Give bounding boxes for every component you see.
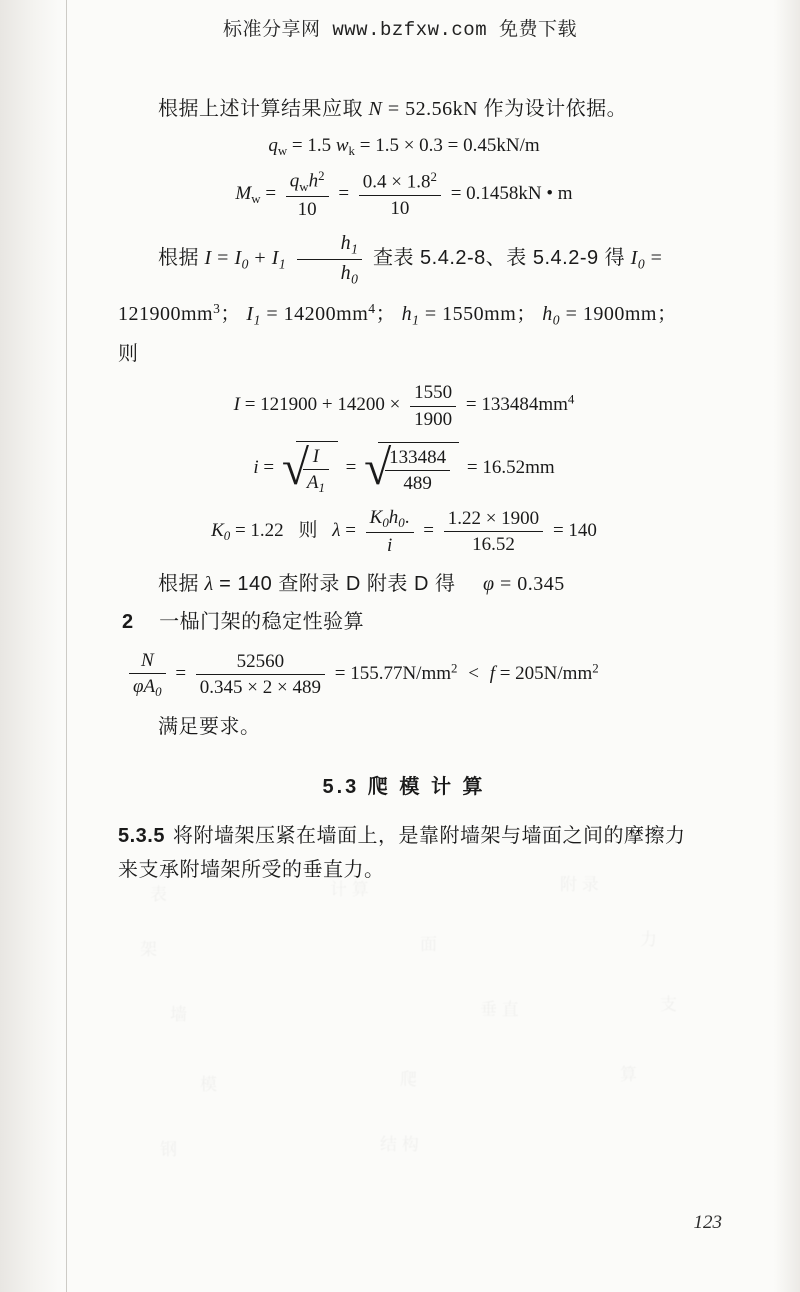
eq-K-den1: i bbox=[386, 534, 393, 556]
p3-value: = 140 查附录 D 附表 D 得 bbox=[219, 572, 456, 595]
eq-K-num-K: K bbox=[369, 506, 383, 528]
eq-qw-lhs-sub: w bbox=[277, 143, 288, 159]
subheading-number: 2 bbox=[122, 610, 134, 633]
eq-mw-frac2 bbox=[359, 169, 441, 220]
eq-K-num-K-sub: 0 bbox=[382, 514, 389, 530]
eq-final-eq: = bbox=[175, 662, 187, 684]
eq-final-lt: < bbox=[468, 662, 479, 684]
eq-K-num-h: h bbox=[388, 506, 399, 528]
eq-qw-rhs2: = 1.5 × 0.3 = 0.45kN/m bbox=[359, 135, 540, 156]
p3-prefix: 根据 bbox=[158, 572, 199, 595]
eq-final-f-value: = 205N/mm bbox=[499, 662, 593, 684]
equation-mw: $M_w$ = $\frac{q_wh^2}{10}$ = $\frac{0.4 \times 1.8^2}{10}$ = 0.1458kN • m bbox=[235, 168, 573, 220]
p2l2-v2: = 14200mm bbox=[266, 302, 369, 325]
eq-I-rhs2: = 133484mm bbox=[465, 394, 568, 416]
eq-mw-frac1 bbox=[286, 168, 329, 221]
paragraph-requirement-met bbox=[118, 710, 690, 744]
p2l2-h1: h bbox=[401, 302, 413, 325]
p2l2-sep2: ； bbox=[375, 302, 397, 325]
eq-I-rhs1: = 121900 + 14200 × bbox=[244, 394, 401, 416]
eq-I-lhs: I bbox=[233, 394, 240, 416]
eq-K-then: 则 bbox=[298, 519, 318, 541]
p3-phi: φ bbox=[482, 572, 495, 595]
eq-mw-num2: 0.4 × 1.8 bbox=[362, 171, 431, 193]
p2l2-h0: h bbox=[542, 302, 553, 325]
p2-prefix: 根据 bbox=[158, 247, 199, 270]
eq-final-f-value-sup: 2 bbox=[592, 659, 599, 675]
eq-i-frac2 bbox=[385, 446, 450, 495]
p1-value: 52.56kN bbox=[405, 98, 479, 120]
eq-K-K0-sub: 0 bbox=[223, 527, 231, 543]
eq-mw-num-q-sub: w bbox=[299, 179, 309, 195]
eq-qw-rhs1: = 1.5 bbox=[291, 135, 332, 156]
p2-eq1: = bbox=[217, 247, 229, 270]
p2l2-I1: I bbox=[246, 302, 254, 325]
p2-I0: I bbox=[234, 247, 242, 270]
eq-mw-lhs-sub: w bbox=[251, 191, 261, 207]
eq-final-lhs-frac bbox=[129, 649, 166, 700]
eq-i-num2: 133484 bbox=[385, 446, 450, 471]
eq-K-num2: 1.22 × 1900 bbox=[444, 507, 543, 532]
equation-radius-of-gyration bbox=[118, 441, 690, 496]
p4-text: 满足要求。 bbox=[158, 715, 261, 738]
eq-i-den1: A bbox=[306, 471, 319, 493]
eq-i-result: = 16.52mm bbox=[466, 456, 555, 478]
eq-final-A-sub: 0 bbox=[155, 684, 162, 700]
p2l2-sep1: ； bbox=[220, 302, 241, 325]
eq-i-eq1: = bbox=[263, 456, 275, 478]
p2-frac-num: h bbox=[340, 232, 352, 255]
eq-K-num-h-sub: 0 bbox=[398, 514, 405, 530]
p2-frac-den: h bbox=[340, 262, 352, 284]
eq-final-result: = 155.77N/mm bbox=[334, 662, 452, 684]
eq-mw-den2: 10 bbox=[390, 198, 410, 220]
p2l2-v4: = 1900mm；则 bbox=[118, 302, 678, 366]
p3-lambda: λ bbox=[204, 572, 214, 595]
eq-K-eq2: = bbox=[423, 519, 434, 541]
eq-i-sqrt2 bbox=[364, 442, 459, 495]
p2-I: I bbox=[204, 247, 212, 270]
eq-mw-den1: 10 bbox=[297, 198, 317, 220]
equation-slenderness bbox=[118, 506, 690, 557]
p1-equals: = bbox=[387, 98, 400, 120]
eq-final-f: f bbox=[489, 662, 495, 684]
eq-i-sqrt1 bbox=[282, 441, 338, 496]
p2l2-v2-sup: 4 bbox=[368, 300, 376, 316]
eq-mw-num-h: h bbox=[308, 171, 319, 193]
eq-I-den: 1900 bbox=[414, 408, 453, 430]
bleed-through-text: 表 计 算 附 录 架 面 力 墙 垂 直 支 模 爬 算 钢 结 构 bbox=[140, 875, 677, 1159]
paragraph-inertia-values bbox=[118, 292, 690, 371]
eq-K-lambda: λ bbox=[332, 519, 341, 541]
p1-suffix: 作为设计依据。 bbox=[483, 98, 628, 120]
eq-i-eq2: = bbox=[345, 456, 357, 478]
page-number: 123 bbox=[693, 1212, 722, 1233]
p2-frac-h1-h0 bbox=[297, 231, 363, 288]
p2-plus: + bbox=[254, 247, 267, 270]
eq-I-sup: 4 bbox=[567, 391, 575, 407]
eq-K-den2: 16.52 bbox=[472, 533, 515, 555]
eq-final-rhs-frac bbox=[196, 650, 325, 699]
p2l2-I1-sub: 1 bbox=[253, 312, 261, 328]
eq-mw-num-h-sup: 2 bbox=[318, 168, 325, 184]
p2l2-h1-sub: 1 bbox=[412, 312, 420, 328]
eq-i-den2: 489 bbox=[403, 472, 432, 494]
p2-I1-sub: 1 bbox=[278, 256, 287, 272]
subheading-text: 一榀门架的稳定性验算 bbox=[159, 610, 365, 633]
eq-i-lhs: i bbox=[253, 456, 259, 478]
eq-mw-result: = 0.1458kN • m bbox=[450, 183, 573, 205]
eq-mw-lhs: M bbox=[235, 183, 252, 205]
p2-frac-den-sub: 0 bbox=[351, 271, 359, 287]
p2-I0b-sub: 0 bbox=[637, 256, 646, 272]
eq-K-result: = 140 bbox=[552, 519, 597, 541]
eq-I-num: 1550 bbox=[410, 381, 456, 406]
eq-K-frac2 bbox=[444, 507, 543, 556]
p3-phi-value: = 0.345 bbox=[500, 572, 565, 595]
eq-mw-num-q: q bbox=[289, 171, 300, 193]
p2l2-v3: = 1550mm； bbox=[424, 302, 537, 325]
eq-qw-wk-sub: k bbox=[348, 143, 355, 159]
equation-qw bbox=[118, 136, 690, 158]
clause-number: 5.3.5 bbox=[118, 824, 165, 847]
subheading-stability-check bbox=[118, 605, 690, 639]
eq-K-val: = 1.22 bbox=[234, 519, 284, 541]
eq-K-K0: K bbox=[211, 519, 224, 541]
eq-I-frac bbox=[410, 381, 456, 430]
eq-final-N: N bbox=[140, 649, 154, 671]
page-header-watermark bbox=[0, 14, 800, 41]
paragraph-design-basis bbox=[118, 92, 690, 126]
header-site-url: www.bzfxw.com bbox=[332, 19, 488, 41]
paragraph-phi-lookup bbox=[118, 567, 690, 601]
equation-I bbox=[118, 381, 690, 430]
p2-I0-sub: 0 bbox=[241, 256, 249, 272]
clause-5-3-5 bbox=[118, 819, 690, 887]
eq-i-den1-sub: 1 bbox=[318, 479, 325, 495]
p2-eq2: = bbox=[650, 247, 663, 270]
p2l2-v1: 121900mm bbox=[118, 302, 214, 325]
radical-sign-icon: √ bbox=[281, 440, 309, 496]
p2-I0b: I bbox=[630, 247, 638, 270]
eq-final-phi: φ bbox=[133, 675, 144, 697]
p2-I1: I bbox=[271, 247, 279, 270]
page-content bbox=[118, 92, 690, 907]
header-site-note: 免费下载 bbox=[499, 19, 578, 40]
p1-prefix: 根据上述计算结果应取 bbox=[158, 98, 363, 120]
p2l2-v1-sup: 3 bbox=[213, 300, 221, 316]
radical-sign-icon-2: √ bbox=[364, 440, 392, 496]
eq-i-num1: I bbox=[312, 445, 320, 467]
section-heading: 5.3 爬 模 计 算 bbox=[322, 775, 486, 798]
eq-K-num-dot: . bbox=[404, 506, 410, 528]
eq-K-eq1: = bbox=[345, 519, 356, 541]
paragraph-inertia-lookup bbox=[118, 231, 690, 288]
eq-final-result-sup: 2 bbox=[451, 659, 458, 675]
eq-final-A: A bbox=[143, 675, 156, 697]
eq-qw-wk: w bbox=[335, 135, 349, 156]
p1-variable: N bbox=[368, 98, 383, 120]
eq-mw-num2-sup: 2 bbox=[430, 169, 437, 185]
eq-qw-lhs: q bbox=[268, 135, 278, 156]
p2-mid-text: 查表 5.4.2-8、表 5.4.2-9 得 bbox=[372, 247, 626, 270]
p2l2-h0-sub: 0 bbox=[552, 312, 561, 328]
page-spine-line bbox=[66, 0, 67, 1292]
equation-final-stress bbox=[124, 649, 690, 700]
p2-frac-num-sub: 1 bbox=[351, 241, 359, 257]
clause-text: 将附墙架压紧在墙面上，是靠附墙架与墙面之间的摩擦力来支承附墙架所受的垂直力。 bbox=[118, 824, 686, 881]
header-site-name: 标准分享网 bbox=[222, 19, 321, 40]
eq-K-frac1 bbox=[366, 506, 414, 557]
eq-final-den: 0.345 × 2 × 489 bbox=[199, 676, 321, 698]
eq-final-num: 52560 bbox=[196, 650, 325, 675]
